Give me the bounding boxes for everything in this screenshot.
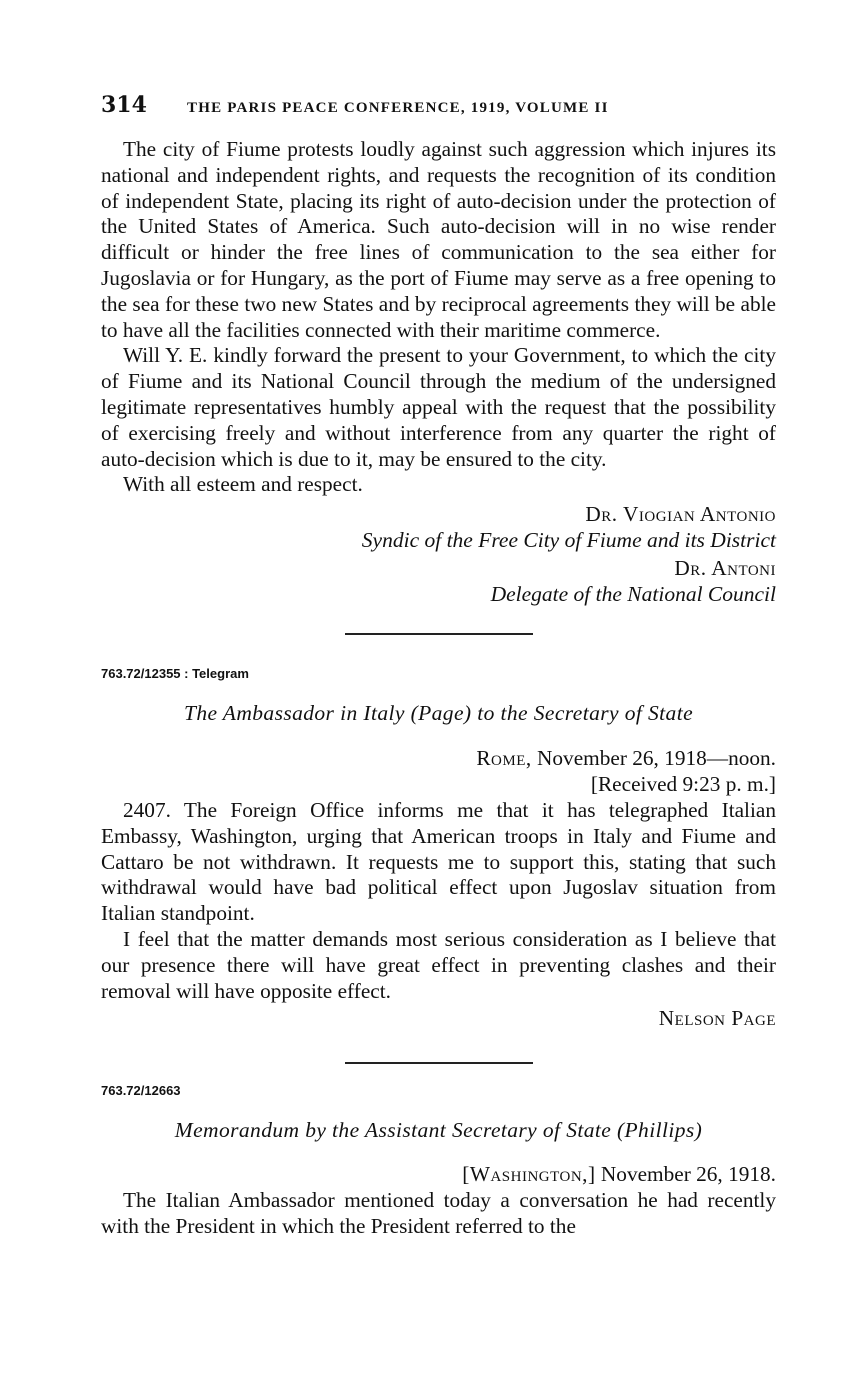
running-title: THE PARIS PEACE CONFERENCE, 1919, VOLUME II bbox=[187, 100, 609, 116]
letter-signatures bbox=[101, 502, 776, 607]
memo-date: November 26, 1918. bbox=[595, 1162, 776, 1187]
letter-body bbox=[101, 137, 776, 498]
letter-closing: With all esteem and respect. bbox=[123, 472, 363, 497]
telegram-paragraph-1: 2407. The Foreign Office informs me that it has telegraphed Italian Embassy, Washington, urging that American troops in Italy and Fiume and Cattaro be not withdrawn. It requests me to support this, stating that such withdrawal would have bad political effect upon Jugoslav situation from Italian standpoint. bbox=[101, 797, 776, 926]
telegram-date: November 26, 1918—noon. bbox=[531, 746, 776, 771]
telegram-paragraph-2: I feel that the matter demands most serious consideration as I believe that our presence there will have great effect in preventing clashes and their removal will have opposite effect. bbox=[101, 926, 776, 1003]
telegram-title: The Ambassador in Italy (Page) to the Secretary of State bbox=[183, 701, 694, 726]
telegram-signature: Nelson Page bbox=[658, 1006, 776, 1031]
section-divider bbox=[345, 633, 533, 635]
memo-title: Memorandum by the Assistant Secretary of State (Phillips) bbox=[174, 1118, 703, 1143]
signatory-2-title: Delegate of the National Council bbox=[490, 581, 776, 606]
signatory-1-title: Syndic of the Free City of Fiume and its District bbox=[361, 527, 776, 552]
letter-paragraph-1: The city of Fiume protests loudly against such aggression which injures its national and independent rights, and requests the recognition of its condition of independent State, placing its right of auto-decision under the protection of the United States of America. Such auto-decision will in no wise render difficult or hinder the free lines of communication to the sea either for Jugoslavia or for Hungary, as the port of Fiume may serve as a free opening to the sea for these two new States and by reciprocal agreements they will be able to have all the facilities connected with their maritime commerce. bbox=[101, 137, 776, 342]
telegram-dateline bbox=[101, 746, 776, 772]
telegram-file-ref: 763.72/12355 : Telegram bbox=[101, 666, 249, 682]
telegram-received: [Received 9:23 p. m.] bbox=[590, 772, 776, 797]
memo-place: [Washington,] bbox=[462, 1162, 596, 1187]
memo-file-ref: 763.72/12663 bbox=[101, 1083, 181, 1099]
telegram-body bbox=[101, 798, 776, 1004]
memo-paragraph: The Italian Ambassador mentioned today a conversation he had recently with the President in which the President referred to the bbox=[101, 1187, 776, 1238]
signatory-2-name: Dr. Antoni bbox=[674, 555, 776, 580]
letter-paragraph-2: Will Y. E. kindly forward the present to your Government, to which the city of Fiume and its National Council through the medium of the undersigned legitimate representatives humbly appeal with the request that the possibility of exercising freely and without interference from any quarter the right of auto-decision which is due to it, may be ensured to the city. bbox=[101, 343, 776, 471]
page-number: 314 bbox=[101, 92, 147, 118]
telegram-place: Rome, bbox=[476, 746, 532, 771]
document-page bbox=[101, 92, 776, 1240]
memo-dateline bbox=[101, 1162, 776, 1188]
section-divider-2 bbox=[345, 1062, 533, 1064]
signatory-1-name: Dr. Viogian Antonio bbox=[585, 502, 776, 527]
running-header bbox=[101, 92, 776, 124]
